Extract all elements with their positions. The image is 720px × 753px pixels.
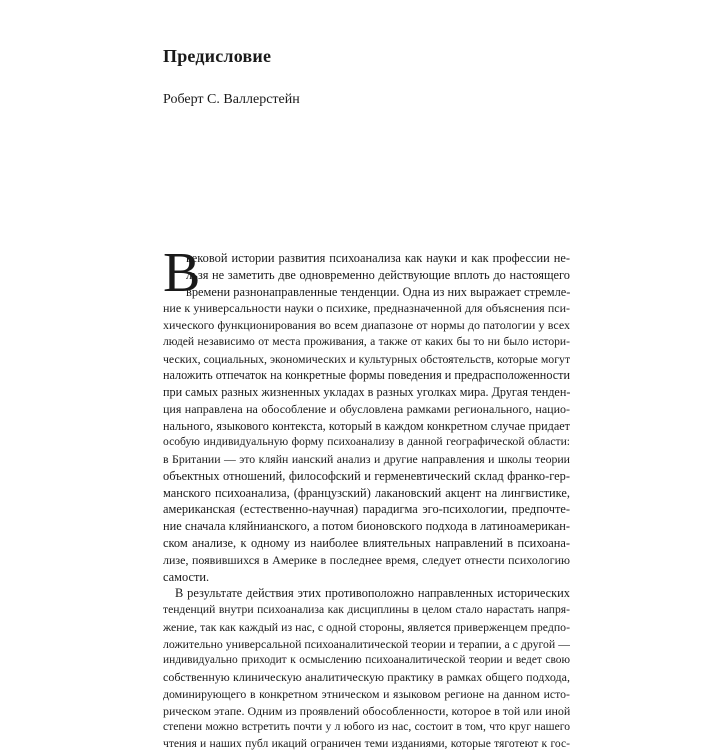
- text-line: американская (естественно-научная) парадигма эго-психологии, предпочте-: [163, 502, 570, 517]
- paragraph-2: [163, 585, 570, 753]
- author-name: Роберт С. Валлерстейн: [163, 92, 300, 107]
- text-line: особую индивидуальную форму психоанализу в данной географической области:: [163, 435, 570, 449]
- text-line: тенденций внутри психоанализа как дисциплины в целом стало нарастать напря-: [163, 603, 570, 617]
- text-line: ском анализе, к одному из наиболее влиятельных направлений в психоана-: [163, 536, 570, 551]
- text-line: манского психоанализа, (французский) лакановский акцент на лингвистике,: [163, 485, 570, 500]
- text-line: времени разнонаправленные тенденции. Одна из них выражает стремле-: [186, 284, 570, 299]
- text-line: ние сначала кляйнианского, а потом бионовского подхода в латиноамерикан-: [163, 519, 570, 534]
- drop-cap: В: [163, 242, 201, 304]
- text-line: хического функционирования во всем диапазоне от нормы до патологии у всех: [163, 318, 570, 333]
- text-line: нального, языкового контекста, который в каждом конкретном случае придает: [163, 418, 570, 433]
- text-line: ция направлена на обособление и обусловлена рамками регионального, нацио-: [163, 401, 570, 416]
- text-line: ние к универсальности науки о психике, предназначенной для объяснения пси-: [163, 301, 570, 316]
- text-line: лизе, появившихся в Америке в последнее время, следует отнести психологию: [163, 552, 570, 567]
- text-line: объектных отношений, философский и герменевтический склад франко-гер-: [163, 468, 570, 483]
- text-line: В результате действия этих противоположно направленных исторических: [175, 586, 570, 601]
- text-line: ческих, социальных, экономических и культурных обстоятельств, которые могут: [163, 351, 570, 366]
- text-line: вековой истории развития психоанализа как науки и как профессии не-: [186, 251, 570, 265]
- text-line: самости.: [163, 569, 210, 584]
- text-line: индивидуально приходит к осмыслению психоаналитической теории и ведет свою: [163, 654, 570, 667]
- text-line: льзя не заметить две одновременно действующие вплоть до настоящего: [186, 267, 570, 282]
- text-line: доминирующего в конкретном этническом и языковом регионе на данном исто-: [163, 686, 570, 701]
- text-line: жение, так как каждый из нас, с одной стороны, является приверженцем предпо-: [163, 619, 570, 634]
- paragraph-1: [163, 250, 570, 585]
- text-line: при самых разных жизненных укладах в разных уголках мира. Другая тенден-: [163, 385, 570, 400]
- text-line: в Британии — это кляйн ианский анализ и другие направления и школы теории: [163, 452, 570, 467]
- page-title: Предисловие: [163, 46, 272, 66]
- body-text: [163, 250, 570, 753]
- text-line: рическом этапе. Одним из проявлений обособленности, которое в той или иной: [163, 703, 570, 718]
- text-line: наложить отпечаток на конкретные формы поведения и предрасположенности: [163, 368, 570, 383]
- text-line: людей независимо от места проживания, а также от каких бы то ни было истори-: [163, 334, 570, 348]
- text-line: степени можно встретить почти у л юбого из нас, состоит в том, что круг нашего: [163, 720, 570, 734]
- text-line: собственную клиническую аналитическую практику в рамках общего подхода,: [163, 670, 570, 685]
- text-line: ложительно универсальной психоаналитической теории и терапии, а с другой —: [163, 636, 570, 651]
- text-line: чтения и наших публ икаций ограничен теми изданиями, которые тяготеют к гос-: [163, 737, 570, 751]
